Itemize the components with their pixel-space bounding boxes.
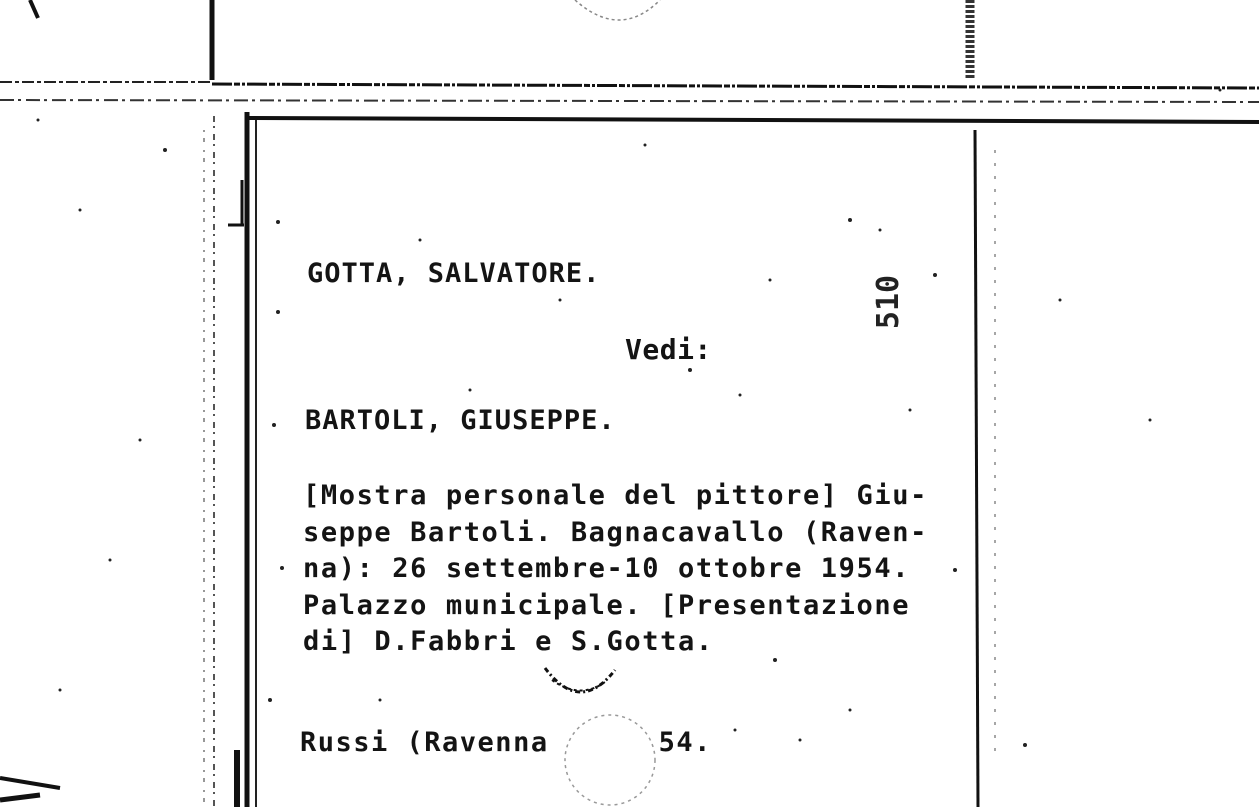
description-line: na): 26 settembre-10 ottobre 1954.	[303, 553, 911, 584]
card-heading: GOTTA, SALVATORE.	[307, 258, 601, 289]
description-line: seppe Bartoli. Bagnacavallo (Raven-	[303, 516, 928, 548]
see-reference-label: Vedi:	[625, 333, 712, 366]
place-date-start: Russi (Ravenna	[300, 727, 549, 758]
description-line: di] D.Fabbri e S.Gotta.	[303, 626, 714, 657]
card-top-edge	[247, 118, 1259, 122]
card-right-edge	[975, 130, 978, 807]
description-line: Palazzo municipale. [Presentazione	[303, 589, 911, 621]
description-line: [Mostra personale del pittore] Giu-	[303, 480, 928, 511]
place-date	[300, 727, 712, 758]
card-number: 510	[870, 274, 906, 330]
place-date-end: 54.	[658, 727, 712, 758]
entry-author: BARTOLI, GIUSEPPE.	[305, 405, 616, 436]
entry-description	[303, 478, 928, 661]
